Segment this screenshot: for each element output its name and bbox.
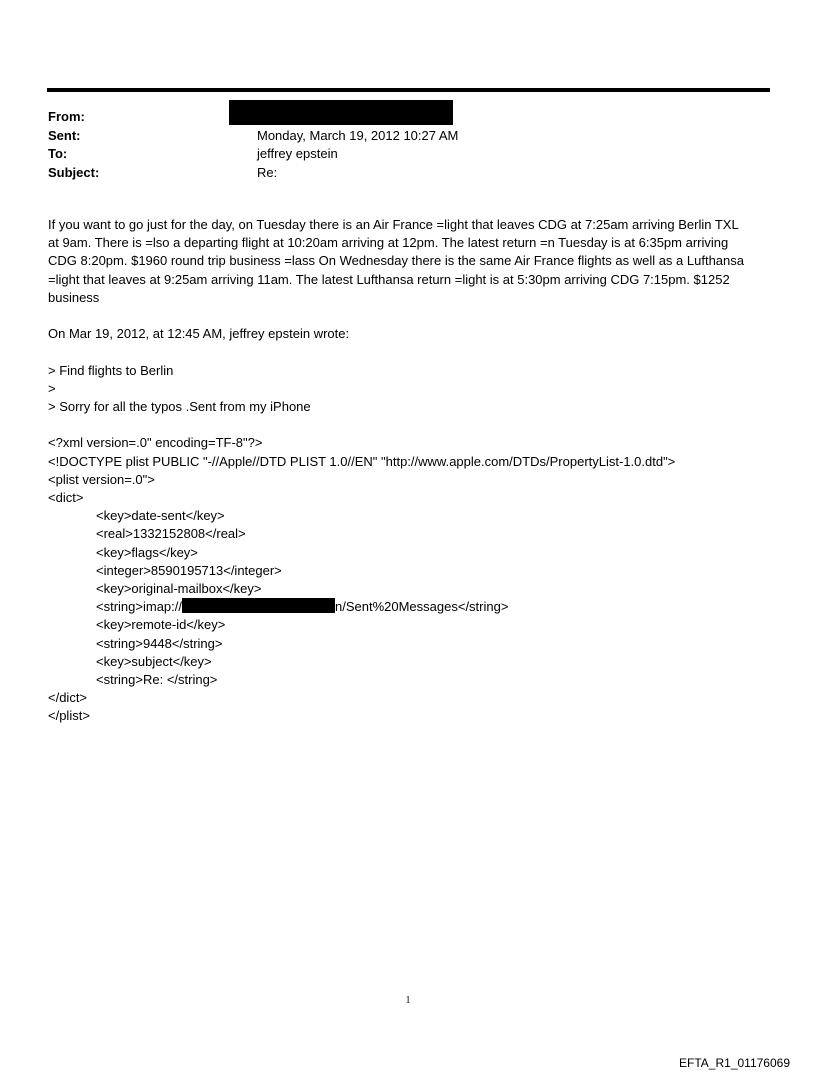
plist-line: <!DOCTYPE plist PUBLIC "-//Apple//DTD PLIST 1.0//EN" "http://www.apple.com/DTDs/PropertyList-1.0.dtd"> <box>48 453 676 469</box>
imap-suffix: n/Sent%20Messages</string> <box>335 599 509 615</box>
plist-line: <string>Re: </string> <box>96 672 218 688</box>
to-value: jeffrey epstein <box>257 146 338 161</box>
plist-line: <?xml version=.0" encoding=TF-8"?> <box>48 435 263 451</box>
message-paragraph <box>48 216 768 307</box>
to-row <box>48 145 768 164</box>
quoted-message <box>48 362 768 417</box>
plist-block <box>48 434 768 725</box>
paragraph-line: =light that leaves at 9:25am arriving 11am. The latest Lufthansa return =light is at 5:30pm arriving CDG 7:15pm. $1252 <box>48 271 730 287</box>
to-label: To: <box>48 146 68 161</box>
header-rule <box>47 88 770 92</box>
plist-line: <key>original-mailbox</key> <box>96 581 262 597</box>
redaction-bar <box>229 100 453 125</box>
plist-line: <plist version=.0"> <box>48 471 155 487</box>
subject-label: Subject: <box>48 164 100 180</box>
paragraph-line: CDG 8:20pm. $1960 round trip business =lass On Wednesday there is the same Air France flights as well as a Lufthansa <box>48 253 744 269</box>
paragraph-line: business <box>48 289 100 305</box>
from-row <box>48 108 768 127</box>
quoted-line: > Sorry for all the typos .Sent from my iPhone <box>48 399 311 414</box>
plist-line: <real>1332152808</real> <box>96 526 246 542</box>
document-id: EFTA_R1_01176069 <box>679 1056 790 1070</box>
subject-value: Re: <box>257 164 278 180</box>
plist-imap-line <box>48 598 768 616</box>
plist-line: <dict> <box>48 490 84 505</box>
plist-line: <key>remote-id</key> <box>96 617 226 633</box>
redaction-bar <box>182 598 335 613</box>
sent-label: Sent: <box>48 127 81 143</box>
plist-line: <string>9448</string> <box>96 635 223 651</box>
page-number: 1 <box>405 995 411 1006</box>
quoted-line: > <box>48 380 56 396</box>
plist-line: <key>subject</key> <box>96 653 212 669</box>
plist-line: </plist> <box>48 708 90 724</box>
from-label: From: <box>48 109 85 124</box>
imap-prefix: <string>imap:// <box>96 599 182 615</box>
paragraph-line: If you want to go just for the day, on Tuesday there is an Air France =light that leaves CDG at 7:25am arriving Berlin TXL <box>48 217 739 232</box>
plist-line: <key>date-sent</key> <box>96 508 225 524</box>
sent-value: Monday, March 19, 2012 10:27 AM <box>257 127 459 143</box>
quoted-line: > Find flights to Berlin <box>48 362 174 378</box>
email-header <box>48 108 768 182</box>
plist-line: <key>flags</key> <box>96 544 198 560</box>
subject-row <box>48 164 768 183</box>
plist-line: </dict> <box>48 690 88 706</box>
quote-intro-line: On Mar 19, 2012, at 12:45 AM, jeffrey epstein wrote: <box>48 326 350 342</box>
email-body <box>48 216 768 744</box>
paragraph-line: at 9am. There is =lso a departing flight at 10:20am arriving at 12pm. The latest return =n Tuesday is at 6:35pm arriving <box>48 235 729 251</box>
sent-row <box>48 127 768 146</box>
quote-intro <box>48 325 768 343</box>
plist-line: <integer>8590195713</integer> <box>96 562 282 578</box>
